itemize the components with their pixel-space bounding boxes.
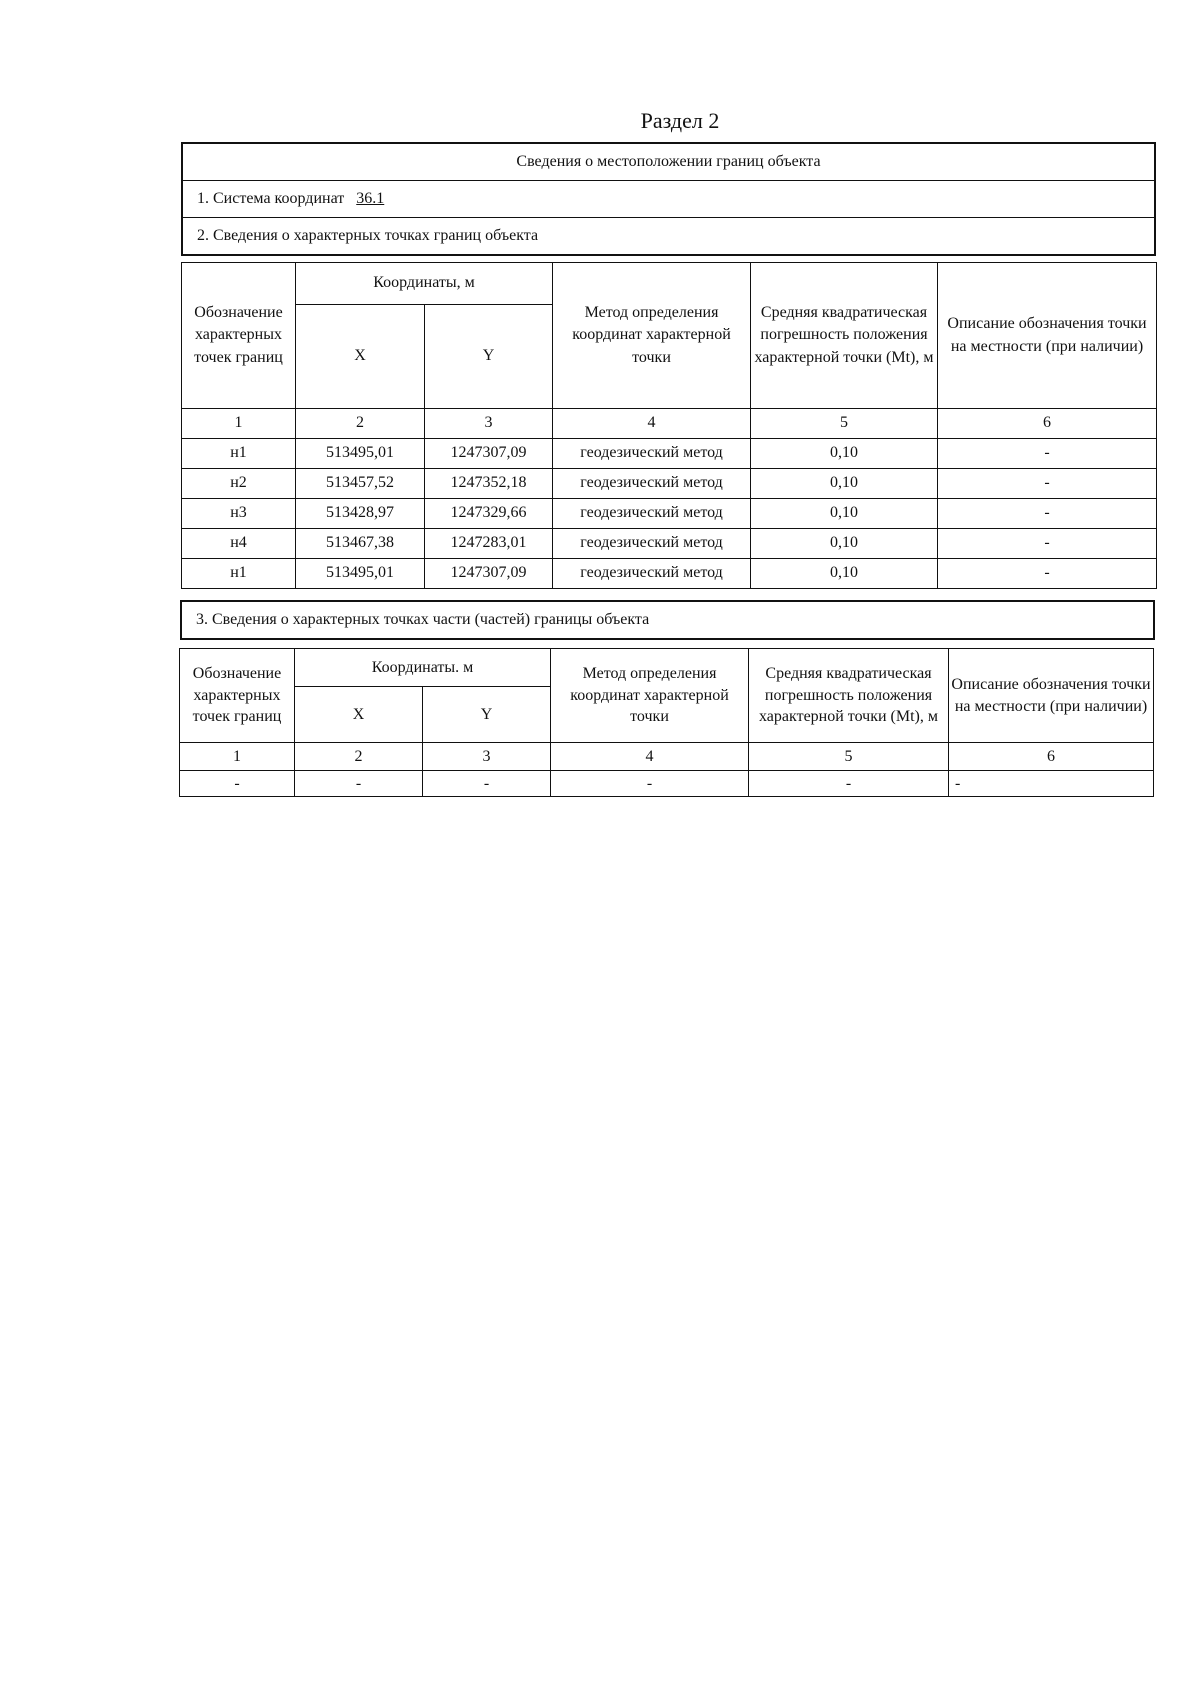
col-coords: Координаты, м [296,263,553,305]
object-boundaries-title: Сведения о местоположении границ объекта [183,144,1154,181]
col-designation: Обозначение характерных точек границ [182,263,296,409]
col-method: Метод определения координат характерной точки [553,263,751,409]
col-number: 2 [296,409,425,439]
col-number: 1 [180,743,295,771]
point-x: 513457,52 [296,469,425,499]
point-description: - [938,559,1157,589]
point-method: геодезический метод [553,499,751,529]
point-y: 1247352,18 [425,469,553,499]
col-error: Средняя квадратическая погрешность положения характерной точки (Mt), м [749,649,949,743]
point-description: - [938,439,1157,469]
col-y: Y [423,687,551,743]
point-x: 513428,97 [296,499,425,529]
point-x: 513495,01 [296,439,425,469]
table-row [182,559,1157,589]
coordinate-system-label: 1. Система координат [197,190,345,207]
points-heading: 2. Сведения о характерных точках границ объекта [197,227,539,244]
col-designation: Обозначение характерных точек границ [180,649,295,743]
col-number: 3 [425,409,553,439]
column-numbers-row [180,743,1154,771]
table-row [182,469,1157,499]
parts-heading-box [180,600,1155,640]
col-error: Средняя квадратическая погрешность положения характерной точки (Mt), м [751,263,938,409]
col-number: 6 [938,409,1157,439]
point-description: - [938,499,1157,529]
table-row [182,439,1157,469]
coordinate-system-row [183,181,1154,218]
point-description: - [938,469,1157,499]
coordinate-system-value: 36.1 [356,190,385,207]
col-number: 5 [751,409,938,439]
point-designation: н3 [182,499,296,529]
part-error: - [749,771,949,797]
col-number: 2 [295,743,423,771]
col-number: 6 [949,743,1154,771]
part-method: - [551,771,749,797]
boundary-points-table [181,262,1157,589]
table-row [182,529,1157,559]
col-x: X [296,305,425,409]
column-numbers-row [182,409,1157,439]
col-number: 4 [553,409,751,439]
object-info-header [181,142,1156,256]
point-error: 0,10 [751,559,938,589]
section-title: Раздел 2 [640,108,720,133]
point-method: геодезический метод [553,529,751,559]
point-error: 0,10 [751,529,938,559]
col-number: 3 [423,743,551,771]
col-y: Y [425,305,553,409]
col-method: Метод определения координат характерной точки [551,649,749,743]
point-designation: н4 [182,529,296,559]
point-method: геодезический метод [553,439,751,469]
part-y: - [423,771,551,797]
point-error: 0,10 [751,469,938,499]
col-x: X [295,687,423,743]
table-row [182,499,1157,529]
part-designation: - [180,771,295,797]
point-error: 0,10 [751,499,938,529]
point-x: 513467,38 [296,529,425,559]
point-y: 1247307,09 [425,439,553,469]
part-description: - [949,771,1154,797]
point-method: геодезический метод [553,559,751,589]
col-coords: Координаты. м [295,649,551,687]
point-y: 1247329,66 [425,499,553,529]
point-method: геодезический метод [553,469,751,499]
col-number: 5 [749,743,949,771]
point-error: 0,10 [751,439,938,469]
point-description: - [938,529,1157,559]
point-designation: н2 [182,469,296,499]
col-number: 4 [551,743,749,771]
col-description: Описание обозначения точки на местности (при наличии) [938,263,1157,409]
boundary-parts-table [179,648,1154,797]
part-x: - [295,771,423,797]
table-row [180,771,1154,797]
col-number: 1 [182,409,296,439]
point-designation: н1 [182,559,296,589]
point-y: 1247307,09 [425,559,553,589]
point-y: 1247283,01 [425,529,553,559]
col-description: Описание обозначения точки на местности (при наличии) [949,649,1154,743]
point-designation: н1 [182,439,296,469]
point-x: 513495,01 [296,559,425,589]
parts-heading: 3. Сведения о характерных точках части (частей) границы объекта [196,611,650,628]
